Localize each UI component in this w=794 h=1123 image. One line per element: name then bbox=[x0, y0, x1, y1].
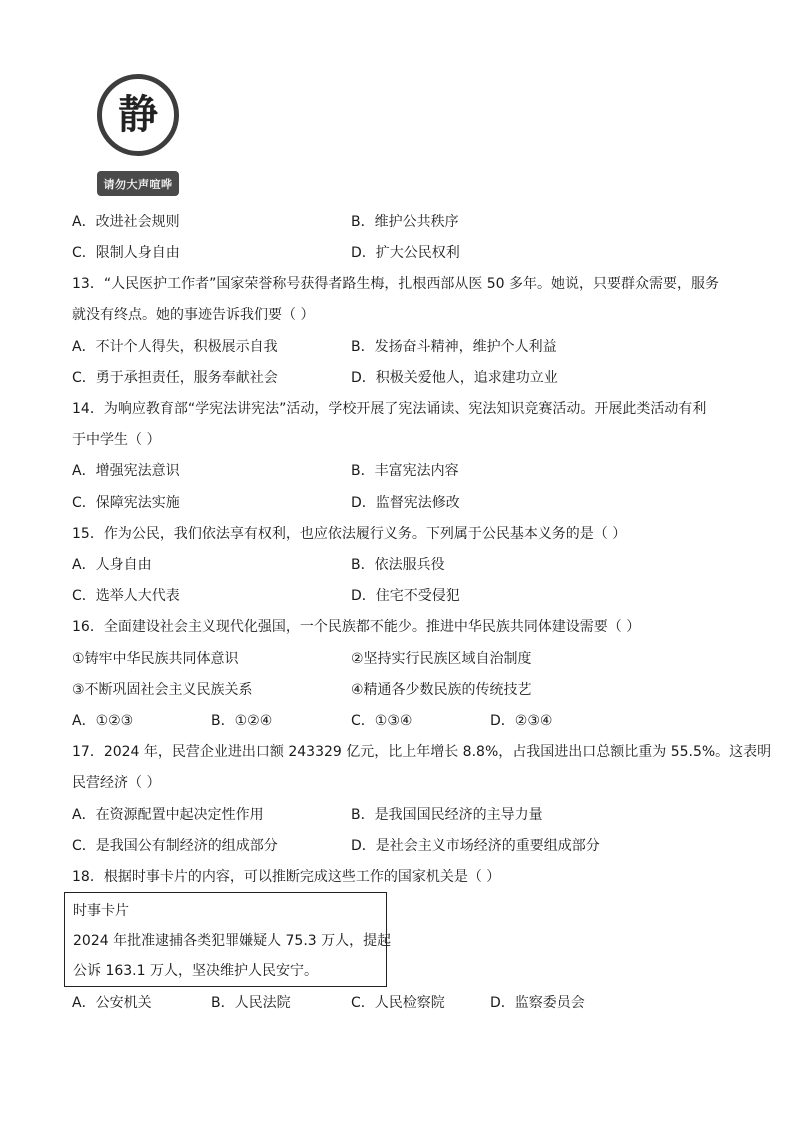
q13-option-c: C．勇于承担责任，服务奉献社会 bbox=[72, 370, 278, 386]
q13-stem-line1: 13．“人民医护工作者”国家荣誉称号获得者路生梅，扎根西部从医 50 多年。她说，只要群众需要，服务 bbox=[72, 276, 720, 292]
q18-option-d: D．监察委员会 bbox=[490, 995, 585, 1011]
q17-stem-line1: 17．2024 年，民营企业进出口额 243329 亿元，比上年增长 8.8%，占我国进出口总额比重为 55.5%。这表明 bbox=[72, 744, 772, 760]
q13-stem-line2: 就没有终点。她的事迹告诉我们要（ ） bbox=[72, 307, 315, 323]
news-card-line1: 2024 年批准逮捕各类犯罪嫌疑人 75.3 万人，提起 bbox=[73, 933, 392, 949]
quiet-sign-circle bbox=[97, 74, 179, 156]
q17-option-a: A．在资源配置中起决定性作用 bbox=[72, 807, 264, 823]
q18-option-b: B．人民法院 bbox=[211, 995, 291, 1011]
q18-option-a: A．公安机关 bbox=[72, 995, 152, 1011]
q12-option-b: B．维护公共秩序 bbox=[351, 214, 459, 230]
q17-option-b: B．是我国国民经济的主导力量 bbox=[351, 807, 543, 823]
q14-stem-line2: 于中学生（ ） bbox=[72, 432, 161, 448]
q14-option-b: B．丰富宪法内容 bbox=[351, 463, 459, 479]
q16-statement-3: ③不断巩固社会主义民族关系 bbox=[72, 682, 253, 698]
q16-option-c: C．①③④ bbox=[351, 713, 413, 729]
q15-option-b: B．依法服兵役 bbox=[351, 557, 445, 573]
q12-option-a: A．改进社会规则 bbox=[72, 214, 180, 230]
q17-option-d: D．是社会主义市场经济的重要组成部分 bbox=[351, 838, 600, 854]
q15-option-a: A．人身自由 bbox=[72, 557, 152, 573]
q16-statement-1: ①铸牢中华民族共同体意识 bbox=[72, 651, 239, 667]
q12-option-d: D．扩大公民权利 bbox=[351, 245, 460, 261]
q14-option-c: C．保障宪法实施 bbox=[72, 495, 180, 511]
q16-statement-4: ④精通各少数民族的传统技艺 bbox=[351, 682, 532, 698]
q15-option-c: C．选举人大代表 bbox=[72, 588, 180, 604]
quiet-sign-plate: 请勿大声喧哗 bbox=[97, 171, 179, 196]
news-card bbox=[64, 892, 392, 987]
q16-option-d: D．②③④ bbox=[490, 713, 553, 729]
q14-option-a: A．增强宪法意识 bbox=[72, 463, 180, 479]
q13-option-d: D．积极关爱他人，追求建功立业 bbox=[351, 370, 558, 386]
q13-option-a: A．不计个人得失，积极展示自我 bbox=[72, 339, 278, 355]
q14-stem-line1: 14．为响应教育部“学宪法讲宪法”活动，学校开展了宪法诵读、宪法知识竞赛活动。开展此类活动有利 bbox=[72, 401, 707, 417]
q15-option-d: D．住宅不受侵犯 bbox=[351, 588, 460, 604]
q16-option-b: B．①②④ bbox=[211, 713, 273, 729]
news-card-title: 时事卡片 bbox=[73, 903, 129, 919]
q15-stem-line1: 15．作为公民，我们依法享有权利，也应依法履行义务。下列属于公民基本义务的是（ ） bbox=[72, 526, 627, 542]
q13-option-b: B．发扬奋斗精神，维护个人利益 bbox=[351, 339, 557, 355]
q18-option-c: C．人民检察院 bbox=[351, 995, 445, 1011]
news-card-line2: 公诉 163.1 万人，坚决维护人民安宁。 bbox=[73, 963, 318, 979]
q16-statement-2: ②坚持实行民族区域自治制度 bbox=[351, 651, 532, 667]
q17-stem-line2: 民营经济（ ） bbox=[72, 775, 161, 791]
q17-option-c: C．是我国公有制经济的组成部分 bbox=[72, 838, 278, 854]
q18-stem-line1: 18．根据时事卡片的内容，可以推断完成这些工作的国家机关是（ ） bbox=[72, 869, 501, 885]
q12-option-c: C．限制人身自由 bbox=[72, 245, 180, 261]
q16-stem-line1: 16．全面建设社会主义现代化强国，一个民族都不能少。推进中华民族共同体建设需要（ ） bbox=[72, 619, 641, 635]
quiet-sign-image bbox=[95, 74, 183, 196]
q16-option-a: A．①②③ bbox=[72, 713, 134, 729]
q14-option-d: D．监督宪法修改 bbox=[351, 495, 460, 511]
quiet-sign-char: 静 bbox=[118, 91, 158, 138]
